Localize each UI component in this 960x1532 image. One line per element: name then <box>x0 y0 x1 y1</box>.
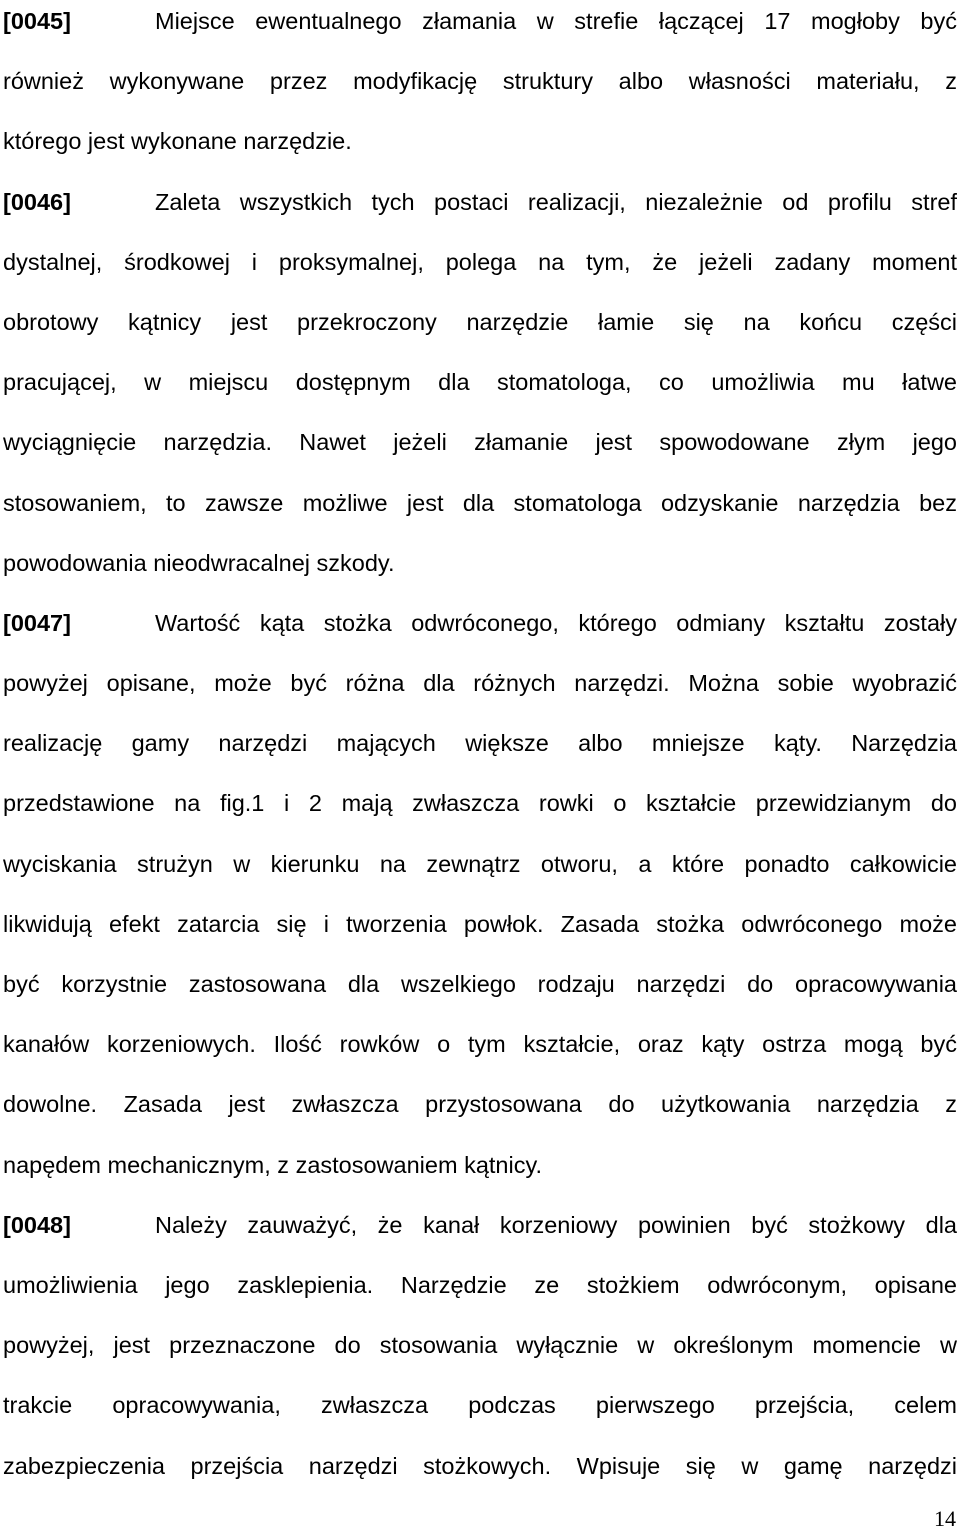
paragraph-0046-line-3: obrotowy kątnicy jest przekroczony narzędzie łamie się na końcu części <box>3 308 957 335</box>
paragraph-0046-line-6: stosowaniem, to zawsze możliwe jest dla stomatologa odzyskanie narzędzia bez <box>3 489 957 516</box>
paragraph-0047-line-8: kanałów korzeniowych. Ilość rowków o tym kształcie, oraz kąty ostrza mogą być <box>3 1031 957 1058</box>
paragraph-0047-line-6: likwidują efekt zatarcia się i tworzenia powłok. Zasada stożka odwróconego może <box>3 910 957 937</box>
paragraph-0048-line-4: trakcie opracowywania, zwłaszcza podczas pierwszego przejścia, celem <box>3 1392 957 1419</box>
paragraph-0048-line-1 <box>3 1195 957 1255</box>
paragraph-0046-line-1 <box>3 172 957 232</box>
paragraph-0046-line-4: pracującej, w miejscu dostępnym dla stomatologa, co umożliwia mu łatwe <box>3 369 957 396</box>
paragraph-0046-line-7: powodowania nieodwracalnej szkody. <box>3 549 395 576</box>
paragraph-0047-line-7: być korzystnie zastosowana dla wszelkiego rodzaju narzędzi do opracowywania <box>3 971 957 997</box>
text-line: Zaleta wszystkich tych postaci realizacji, niezależnie od profilu stref <box>155 188 957 215</box>
paragraph-0048-line-2: umożliwienia jego zasklepienia. Narzędzie ze stożkiem odwróconym, opisane <box>3 1271 957 1298</box>
paragraph-0046-line-2: dystalnej, środkowej i proksymalnej, polega na tym, że jeżeli zadany moment <box>3 248 957 275</box>
paragraph-0045-line-2: również wykonywane przez modyfikację struktury albo własności materiału, z <box>3 68 957 95</box>
paragraph-number: [0046] <box>3 188 71 215</box>
paragraph-0047-line-4: przedstawione na fig.1 i 2 mają zwłaszcza rowki o kształcie przewidzianym do <box>3 790 957 817</box>
page-number: 14 <box>934 1506 956 1531</box>
paragraph-0047-line-3: realizację gamy narzędzi mających większe albo mniejsze kąty. Narzędzia <box>3 730 957 757</box>
paragraph-0047-line-2: powyżej opisane, może być różna dla różnych narzędzi. Można sobie wyobrazić <box>3 670 957 697</box>
paragraph-0046-line-5: wyciągnięcie narzędzia. Nawet jeżeli złamanie jest spowodowane złym jego <box>3 429 957 456</box>
paragraph-0045-line-3: którego jest wykonane narzędzie. <box>3 128 352 155</box>
text-line: Wartość kąta stożka odwróconego, którego odmiany kształtu zostały <box>155 609 957 636</box>
paragraph-0047-line-5: wyciskania strużyn w kierunku na zewnątrz otworu, a które ponadto całkowicie <box>3 850 957 877</box>
paragraph-number: [0045] <box>3 8 71 34</box>
paragraph-0048-line-3: powyżej, jest przeznaczone do stosowania wyłącznie w określonym momencie w <box>3 1332 957 1359</box>
text-line: Należy zauważyć, że kanał korzeniowy powinien być stożkowy dla <box>155 1211 957 1238</box>
paragraph-0045-line-1 <box>3 0 957 51</box>
paragraph-0047-line-9: dowolne. Zasada jest zwłaszcza przystosowana do użytkowania narzędzia z <box>3 1091 957 1118</box>
paragraph-0048-line-5: zabezpieczenia przejścia narzędzi stożkowych. Wpisuje się w gamę narzędzi <box>3 1452 957 1479</box>
text-line: Miejsce ewentualnego złamania w strefie łączącej 17 mogłoby być <box>155 8 957 34</box>
document-body <box>3 0 957 1496</box>
paragraph-number: [0048] <box>3 1211 71 1238</box>
paragraph-0047-line-10: napędem mechanicznym, z zastosowaniem kątnicy. <box>3 1151 542 1178</box>
paragraph-number: [0047] <box>3 609 71 636</box>
paragraph-0047-line-1 <box>3 593 957 653</box>
